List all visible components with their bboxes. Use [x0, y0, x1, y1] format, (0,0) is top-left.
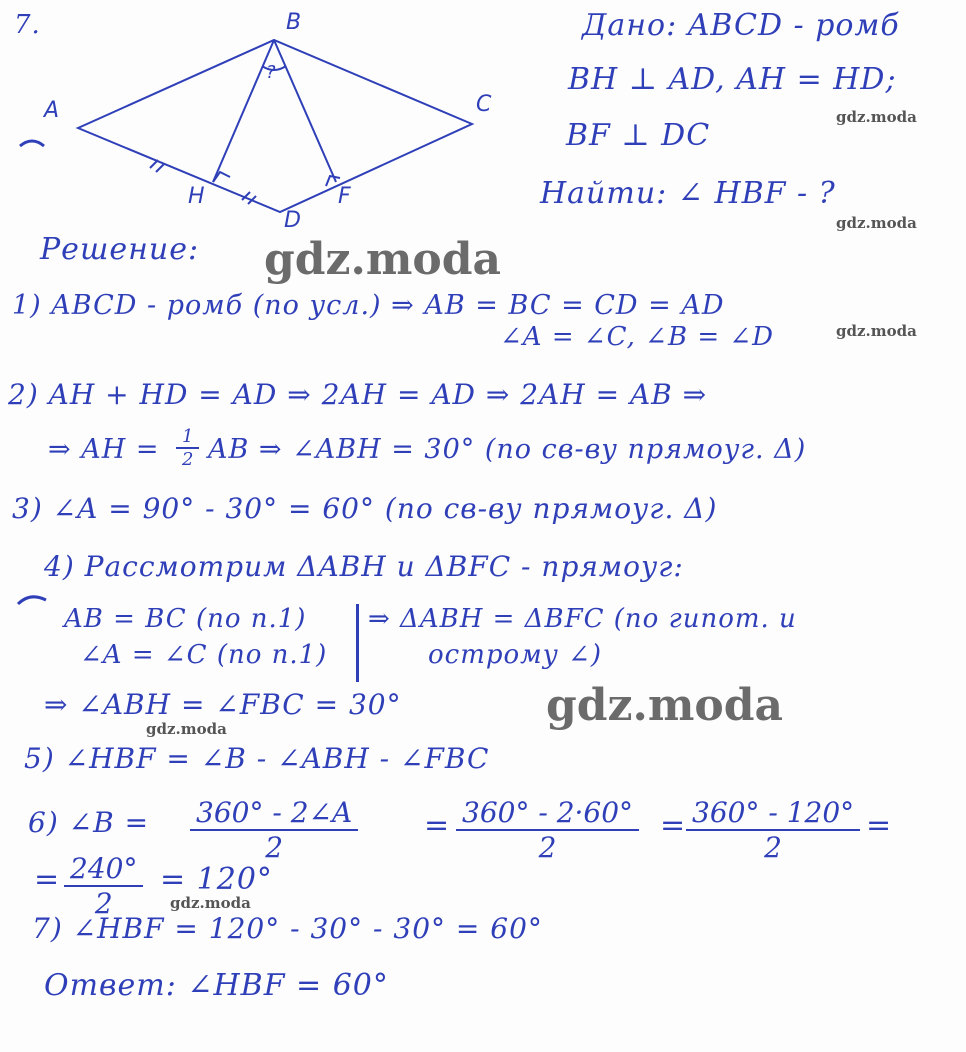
- vertex-c: C: [476, 92, 492, 117]
- margin-arc-1: [20, 141, 44, 146]
- segment-bh: [213, 40, 274, 182]
- step-2-frac-den: 2: [182, 449, 194, 470]
- angle-question-mark: ?: [266, 62, 276, 83]
- tick-ah-2: [156, 164, 164, 172]
- problem-number: 7.: [14, 10, 41, 40]
- given-line-3: BF ⊥ DC: [566, 118, 711, 153]
- answer-line: Ответ: ∠HBF = 60°: [44, 968, 389, 1003]
- step-4-conclusion: ⇒ ∠ABH = ∠FBC = 30°: [44, 688, 402, 721]
- step-1-line-b: ∠A = ∠C, ∠B = ∠D: [500, 322, 774, 352]
- step-6-fraction-1: [190, 796, 358, 864]
- step-6-eq-1: =: [424, 808, 451, 843]
- watermark-small-1: gdz.moda: [836, 108, 917, 126]
- step-5: 5) ∠HBF = ∠B - ∠ABH - ∠FBC: [24, 742, 490, 775]
- step-4-heading: 4) Рассмотрим ΔABH и ΔBFC - прямоуг:: [44, 550, 684, 583]
- watermark-small-2: gdz.moda: [836, 214, 917, 232]
- step-4-right-2: острому ∠): [428, 640, 602, 670]
- vertex-d: D: [284, 208, 301, 233]
- watermark-small-4: gdz.moda: [146, 720, 227, 738]
- step-6-fraction-2: [456, 796, 639, 864]
- step-6b-result: = 120°: [160, 862, 273, 897]
- vertex-f: F: [338, 184, 351, 209]
- step-3: 3) ∠A = 90° - 30° = 60° (по св-ву прямоуг. Δ): [12, 492, 718, 525]
- vertex-h: H: [188, 184, 205, 209]
- step-6-f3-num: 360° - 120°: [686, 796, 860, 831]
- vertex-a: A: [44, 98, 60, 123]
- step-4-brace: [356, 604, 359, 682]
- step-6-f2-den: 2: [538, 831, 557, 864]
- step-2-frac-num: 1: [176, 426, 199, 449]
- watermark-big-2: gdz.moda: [546, 680, 784, 731]
- step-6-lead: 6) ∠B =: [28, 806, 150, 839]
- step-6-fraction-3: [686, 796, 860, 864]
- margin-arc-2: [16, 588, 56, 608]
- step-6-f1-den: 2: [265, 831, 284, 864]
- watermark-small-3: gdz.moda: [836, 322, 917, 340]
- step-6-f1-num: 360° - 2∠A: [190, 796, 358, 831]
- step-6b-den: 2: [94, 887, 113, 920]
- step-6-f3-den: 2: [764, 831, 782, 864]
- step-4-right-1: ⇒ ΔABH = ΔBFC (по гипот. и: [368, 604, 797, 634]
- step-6-f2-num: 360° - 2·60°: [456, 796, 639, 831]
- tick-ah-1: [150, 160, 158, 168]
- step-7: 7) ∠HBF = 120° - 30° - 30° = 60°: [32, 912, 543, 945]
- given-line-1: Дано: ABCD - ромб: [582, 8, 900, 43]
- watermark-big-1: gdz.moda: [264, 234, 502, 285]
- right-angle-h: [213, 172, 230, 182]
- find-line: Найти: ∠ HBF - ?: [540, 176, 836, 211]
- given-line-2: BH ⊥ AD, AH = HD;: [568, 62, 897, 97]
- vertex-b: B: [286, 10, 302, 35]
- solution-title: Решение:: [40, 232, 200, 267]
- step-6-eq-2: =: [660, 808, 687, 843]
- step-2-line-a: 2) AH + HD = AD ⇒ 2AH = AD ⇒ 2AH = AB ⇒: [8, 378, 708, 411]
- step-2-suffix: AB ⇒ ∠ABH = 30° (по св-ву прямоуг. Δ): [208, 434, 807, 465]
- step-4-left-1: AB = BC (по п.1): [64, 604, 307, 634]
- watermark-small-5: gdz.moda: [170, 894, 251, 912]
- rhombus-diagram: [0, 0, 520, 230]
- step-2-prefix: ⇒ AH =: [48, 434, 160, 465]
- step-6b-lead: =: [34, 862, 61, 897]
- step-6b-fraction: [64, 852, 143, 920]
- step-2-fraction: [176, 426, 199, 470]
- step-4-left-2: ∠A = ∠C (по п.1): [80, 640, 328, 670]
- step-6b-num: 240°: [64, 852, 143, 887]
- step-6-eq-3: =: [866, 808, 893, 843]
- step-1-line-a: 1) ABCD - ромб (по усл.) ⇒ AB = BC = CD = AD: [12, 290, 725, 321]
